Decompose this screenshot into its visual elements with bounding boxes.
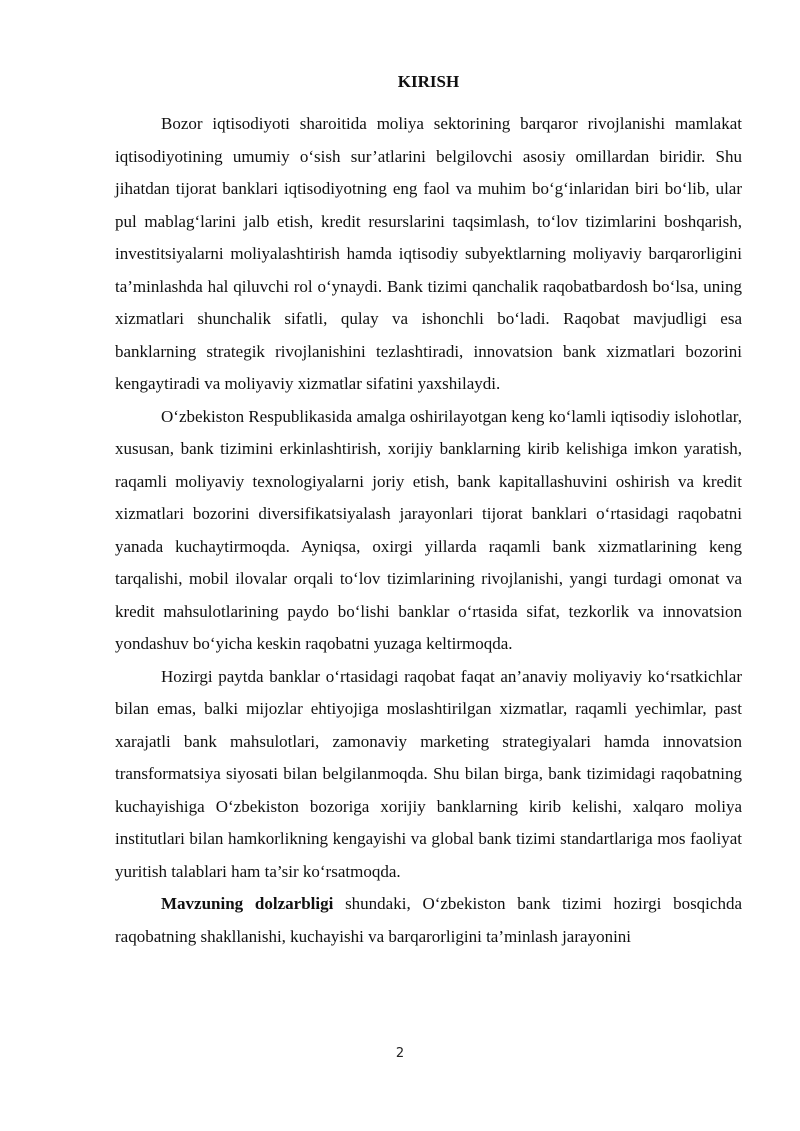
section-title: KIRISH: [397, 72, 460, 91]
paragraph-1: Bozor iqtisodiyoti sharoitida moliya sektorining barqaror rivojlanishi mamlakat iqtisodiyotining umumiy o‘sish sur’atlarini belgilovchi asosiy omillardan biridir. Shu jihatdan tijorat banklari iqtisodiyotning eng faol va muhim bo‘g‘inlaridan biri bo‘lib, ular pul mablag‘larini jalb etish, kredit resurslarini taqsimlash, to‘lov tizimlarini boshqarish, investitsiyalarni moliyalashtirish hamda iqtisodiy subyektlarning moliyaviy barqarorligini ta’minlashda hal qiluvchi rol o‘ynaydi. Bank tizimi qanchalik raqobatbardosh bo‘lsa, uning xizmatlari shunchalik sifatli, qulay va ishonchli bo‘ladi. Raqobat mavjudligi esa banklarning strategik rivojlanishini tezlashtiradi, innovatsion bank xizmatlari bozorini kengaytiradi va moliyaviy xizmatlar sifatini yaxshilaydi.: [115, 114, 742, 393]
paragraph-2: O‘zbekiston Respublikasida amalga oshirilayotgan keng ko‘lamli iqtisodiy islohotlar, xususan, bank tizimini erkinlashtirish, xorijiy banklarning kirib kelishiga imkon yaratish, raqamli moliyaviy texnologiyalarni joriy etish, bank kapitallashuvini oshirish va kredit xizmatlari bozorini diversifikatsiyalash jarayonlari tijorat banklari o‘rtasidagi raqobatni yanada kuchaytirmoqda. Ayniqsa, oxirgi yillarda raqamli bank xizmatlarining keng tarqalishi, mobil ilovalar orqali to‘lov tizimlarining rivojlanishi, yangi turdagi omonat va kredit mahsulotlarining paydo bo‘lishi banklar o‘rtasida sifat, tezkorlik va innovatsion yondashuv bo‘yicha keskin raqobatni yuzaga keltirmoqda.: [115, 406, 742, 653]
paragraph-4-text: shundaki, O‘zbekiston bank tizimi hozirgi bosqichda raqobatning shakllanishi, kuchayishi va barqarorligini ta’minlash jarayonini: [115, 894, 742, 946]
topic-relevance-heading: Mavzuning dolzarbligi: [161, 894, 334, 913]
document-page: [115, 72, 742, 953]
page-number: 2: [395, 1046, 405, 1061]
paragraph-3: Hozirgi paytda banklar o‘rtasidagi raqobat faqat an’anaviy moliyaviy ko‘rsatkichlar bilan emas, balki mijozlar ehtiyojiga moslashtirilgan xizmatlar, raqamli yechimlar, past xarajatli bank mahsulotlari, zamonaviy marketing strategiyalari hamda innovatsion transformatsiya siyosati bilan belgilanmoqda. Shu bilan birga, bank tizimidagi raqobatning kuchayishiga O‘zbekiston bozoriga xorijiy banklarning kirib kelishi, xalqaro moliya institutlari bilan hamkorlikning kengayishi va global bank tizimi standartlariga mos faoliyat yuritish talablari ham ta’sir ko‘rsatmoqda.: [115, 666, 742, 881]
paragraph-4: [115, 888, 742, 953]
